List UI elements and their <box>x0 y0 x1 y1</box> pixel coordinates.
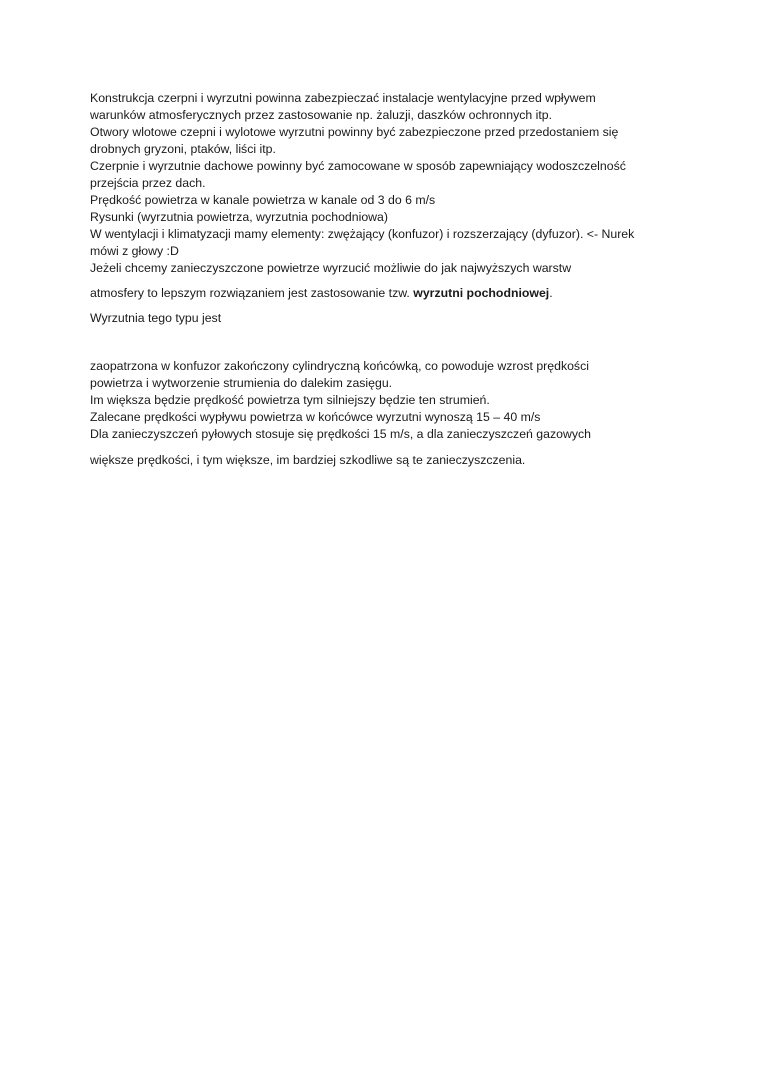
text-line: powietrza i wytworzenie strumienia do dalekim zasięgu. <box>90 376 393 390</box>
text-line: Im większa będzie prędkość powietrza tym silniejszy będzie ten strumień. <box>90 393 490 407</box>
text-line: Zalecane prędkości wypływu powietrza w końcówce wyrzutni wynoszą 15 – 40 m/s <box>90 410 541 424</box>
text-line: warunków atmosferycznych przez zastosowanie np. żaluzji, daszków ochronnych itp. <box>90 108 553 122</box>
paragraph-block-3: Wyrzutnia tego typu jest <box>90 311 222 325</box>
text-fragment: atmosfery to lepszym rozwiązaniem jest zastosowanie tzw. <box>90 286 414 300</box>
bold-term: wyrzutni pochodniowej <box>413 286 550 300</box>
text-line: Rysunki (wyrzutnia powietrza, wyrzutnia pochodniowa) <box>90 210 388 224</box>
paragraph-block-2 <box>90 285 670 302</box>
text-line: W wentylacji i klimatyzacji mamy elementy: zwężający (konfuzor) i rozszerzający (dyfuzor). <- Nurek <box>90 227 635 241</box>
text-line: Jeżeli chcemy zanieczyszczone powietrze wyrzucić możliwie do jak najwyższych warstw <box>90 261 572 275</box>
text-line: Konstrukcja czerpni i wyrzutni powinna zabezpieczać instalacje wentylacyjne przed wpływem <box>90 91 596 105</box>
text-fragment: . <box>549 286 553 300</box>
document-body <box>90 90 670 469</box>
text-line: drobnych gryzoni, ptaków, liści itp. <box>90 142 276 156</box>
text-line: Czerpnie i wyrzutnie dachowe powinny być zamocowane w sposób zapewniający wodoszczelność <box>90 159 626 173</box>
text-line: Prędkość powietrza w kanale powietrza w kanale od 3 do 6 m/s <box>90 193 436 207</box>
paragraph-block-1 <box>90 90 670 277</box>
paragraph-block-4 <box>90 358 670 443</box>
text-line: Otwory wlotowe czepni i wylotowe wyrzutni powinny być zabezpieczone przed przedostaniem się <box>90 125 619 139</box>
text-line: Dla zanieczyszczeń pyłowych stosuje się prędkości 15 m/s, a dla zanieczyszczeń gazowych <box>90 427 591 441</box>
paragraph-block-5: większe prędkości, i tym większe, im bardziej szkodliwe są te zanieczyszczenia. <box>90 453 526 467</box>
text-line: przejścia przez dach. <box>90 176 206 190</box>
text-line: zaopatrzona w konfuzor zakończony cylindryczną końcówką, co powoduje wzrost prędkości <box>90 359 589 373</box>
text-line: mówi z głowy :D <box>90 244 179 258</box>
